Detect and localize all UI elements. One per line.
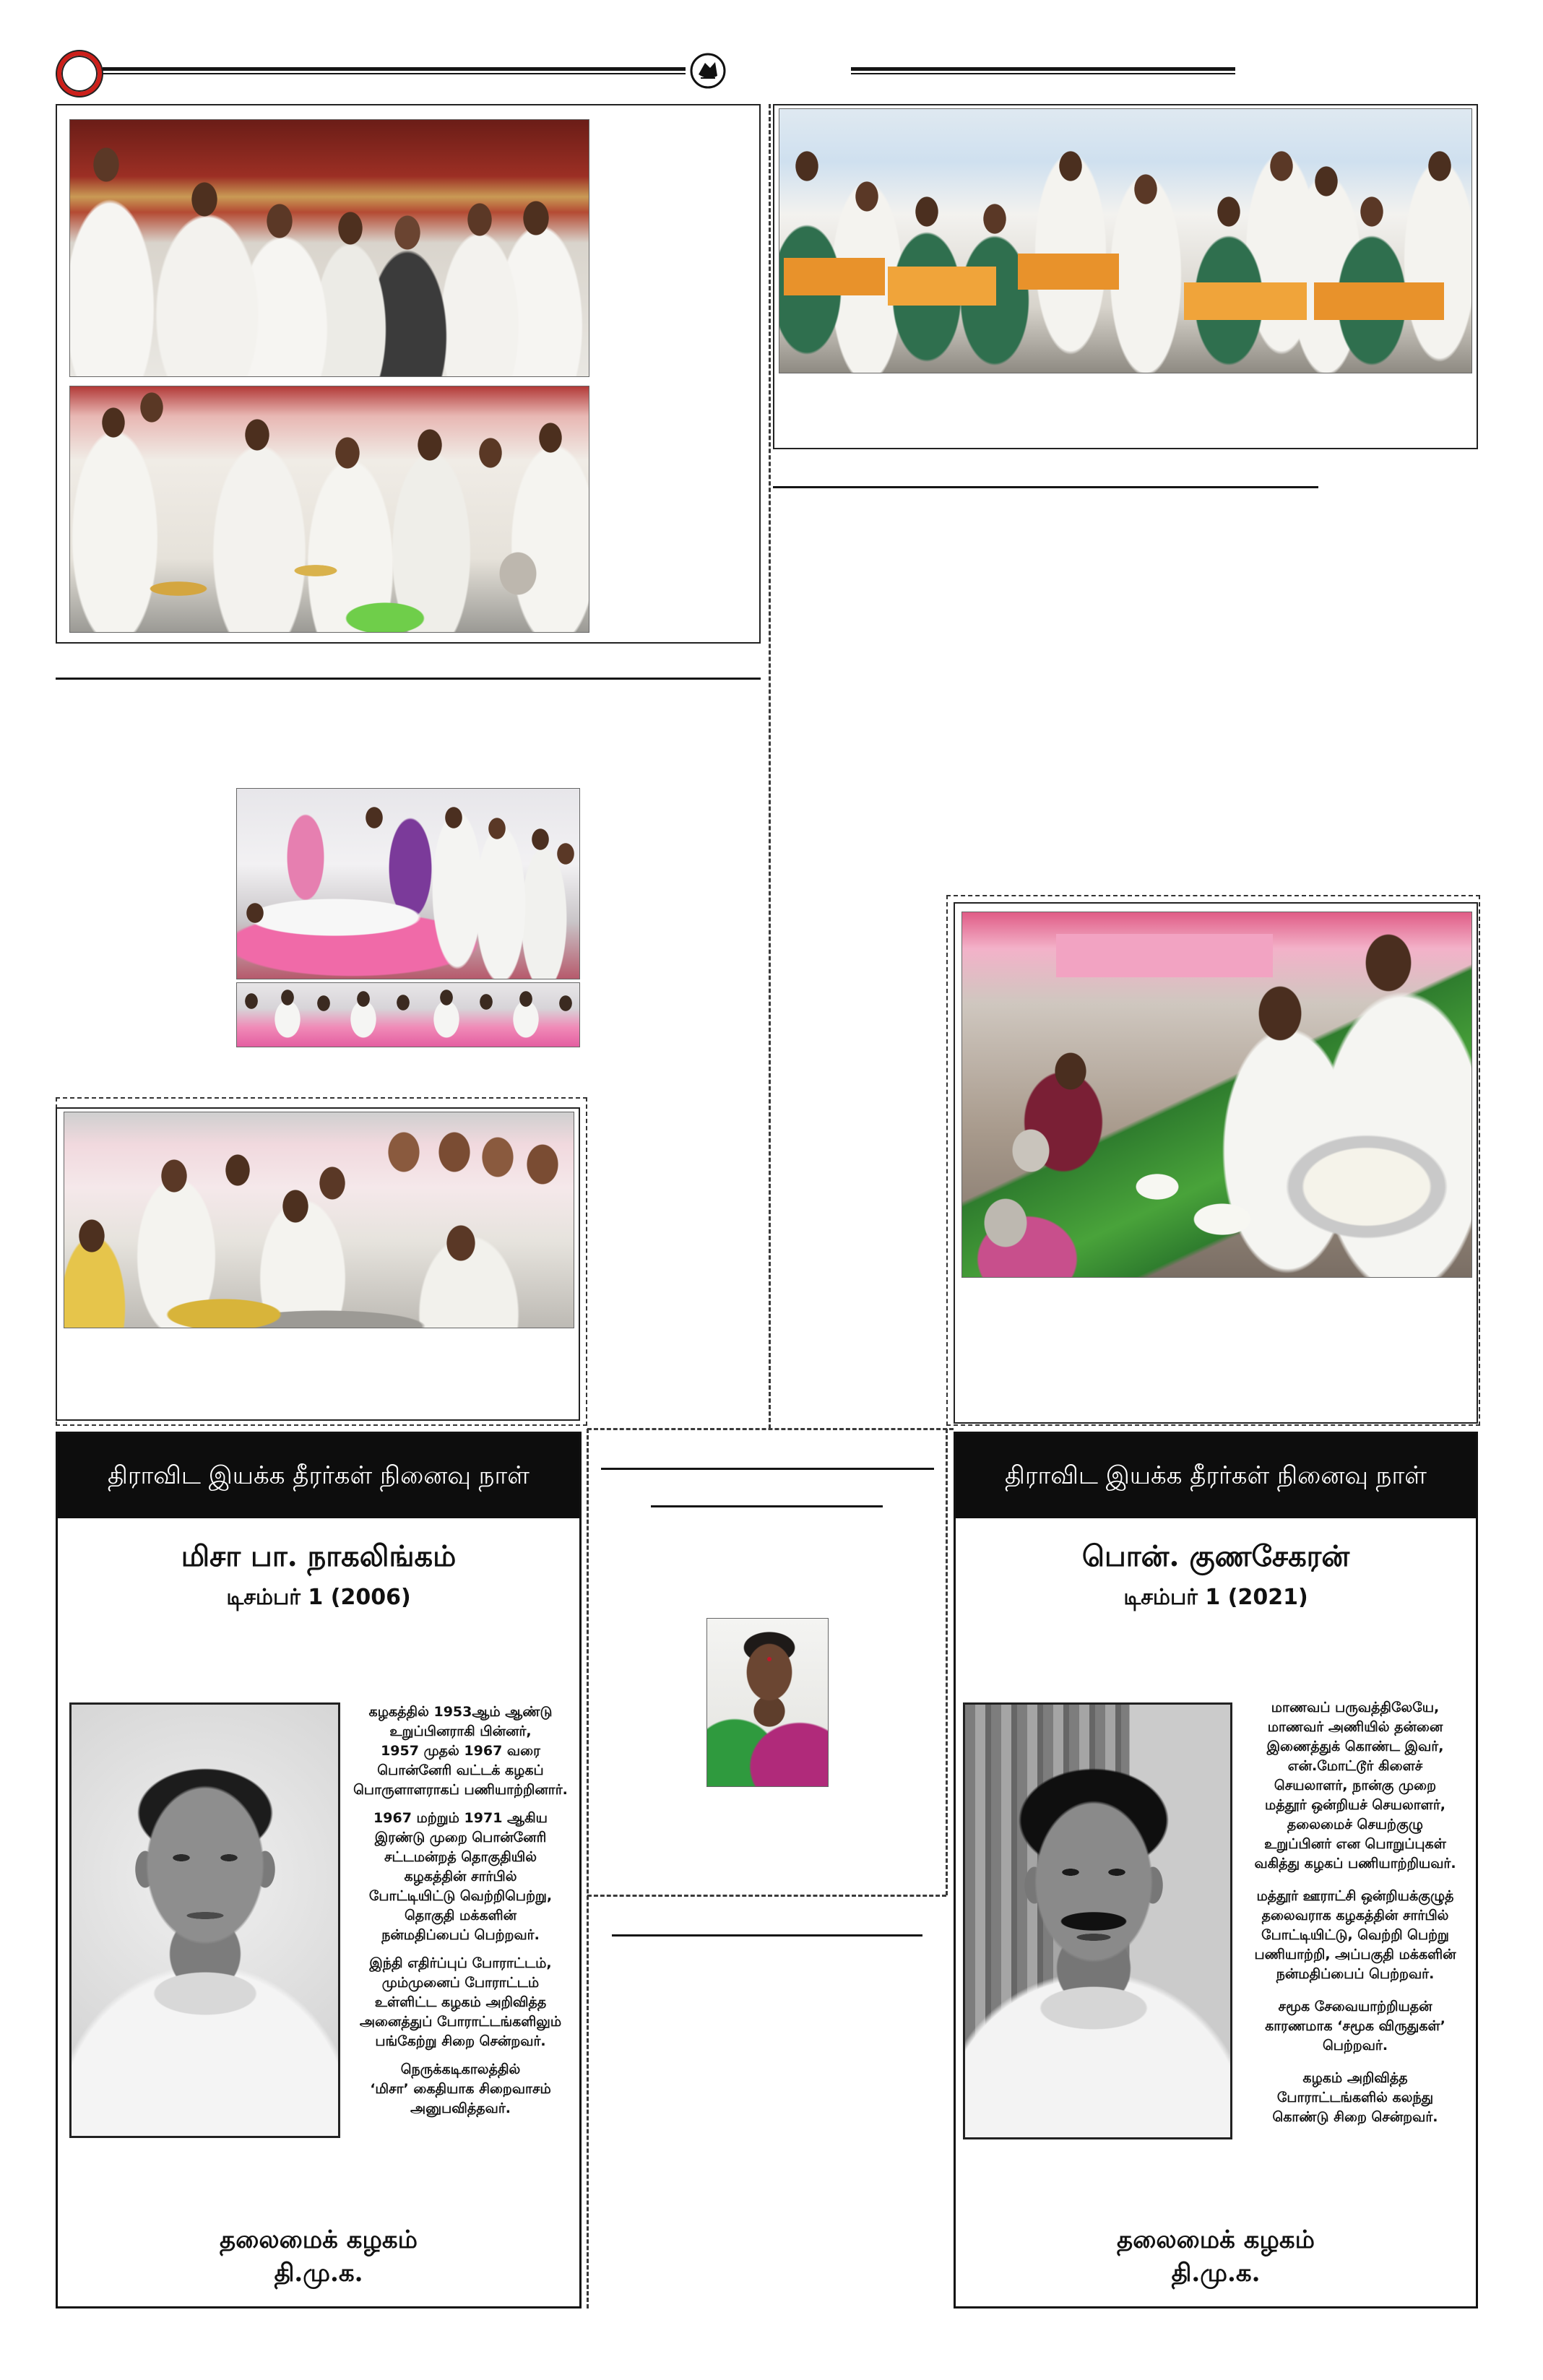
biography-paragraph: நெருக்கடிகாலத்தில் ‘மிசா’ கைதியாக சிறைவாசம் அனுபவித்தவர்.	[370, 2061, 551, 2116]
biography-paragraph: இந்தி எதிர்ப்புப் போராட்டம், மும்முனைப் போராட்டம் உள்ளிட்ட கழகம் அறிவித்த அனைத்துப் போராட்டங்களிலும் பங்கேற்று சிறை சென்றவர்.	[359, 1955, 562, 2049]
column-divider	[946, 1429, 948, 1895]
biography-paragraph: சமூக சேவையாற்றியதன் காரணமாக ‘சமூக விருதுகள்’ பெற்றவர்.	[1265, 1999, 1445, 2054]
column-divider	[769, 104, 771, 1429]
red-ring-icon	[57, 51, 102, 96]
memorial-banner: திராவிட இயக்க தீரர்கள் நினைவு நாள்	[58, 1434, 579, 1518]
memorial-biography	[344, 1702, 577, 2127]
news-photo-community-feast	[961, 912, 1472, 1278]
memorial-notice-gunasekaran	[954, 1432, 1478, 2308]
column-rule	[56, 678, 761, 680]
column-rule	[612, 1934, 922, 1937]
memorial-biography	[1237, 1698, 1473, 2140]
biography-paragraph: மத்தூர் ஊராட்சி ஒன்றியக்குழுத் தலைவராக கழகத்தின் சார்பில் போட்டியிட்டு, வெற்றி பெற்று பணியாற்றி, அப்பகுதி மக்களின் நன்மதிப்பைப் பெற்றவர்.	[1254, 1888, 1456, 1982]
news-photo-food-distribution	[69, 386, 589, 633]
memorial-footer-office: தலைமைக் கழகம்	[220, 2225, 418, 2254]
memorial-date: டிசம்பர் 1 (2006)	[226, 1585, 411, 1610]
memorial-footer-party: தி.மு.க.	[274, 2259, 363, 2288]
memorial-footer-office: தலைமைக் கழகம்	[1117, 2225, 1315, 2254]
masthead-rule-left	[103, 67, 686, 74]
news-photo-blood-donation	[236, 788, 580, 979]
memorial-portrait-photo	[963, 1702, 1232, 2139]
memorial-name: பொன். குணசேகரன்	[1081, 1539, 1350, 1573]
memorial-banner: திராவிட இயக்க தீரர்கள் நினைவு நாள்	[956, 1434, 1476, 1518]
memorial-portrait-photo	[69, 1702, 340, 2138]
news-photo-meal-serving	[64, 1112, 574, 1328]
section-divider	[587, 1428, 954, 1430]
news-photo-sanitation-workers-gifts	[779, 108, 1472, 373]
drum-emblem-icon	[689, 52, 727, 90]
memorial-notice-nagalingam	[56, 1432, 582, 2308]
column-rule	[773, 486, 1318, 488]
column-rule	[651, 1505, 883, 1507]
portrait-photo-woman	[706, 1618, 829, 1787]
column-divider	[587, 1429, 589, 2308]
column-rule	[601, 1468, 934, 1470]
section-divider	[587, 1895, 946, 1897]
news-photo-book-release	[69, 119, 589, 377]
masthead-rule-right	[851, 67, 1235, 74]
memorial-name: மிசா பா. நாகலிங்கம்	[181, 1539, 457, 1573]
biography-paragraph: மாணவப் பருவத்திலேயே, மாணவர் அணியில் தன்னை இணைத்துக் கொண்ட இவர், என்.மோட்டூர் கிளைச் செயலாளர், நான்கு முறை மத்தூர் ஒன்றியச் செயலாளர், தலைமைச் செயற்குழு உறுப்பினர் என பொறுப்புகள் வகித்து கழகப் பணியாற்றியவர்.	[1254, 1700, 1456, 1871]
memorial-date: டிசம்பர் 1 (2021)	[1123, 1585, 1308, 1610]
biography-paragraph: கழகத்தில் 1953ஆம் ஆண்டு உறுப்பினராகி பின்னர், 1957 முதல் 1967 வரை பொன்னேரி வட்டக் கழகப் பொருளாளராகப் பணியாற்றினார்.	[353, 1704, 568, 1798]
news-photo-blood-donation-hall	[236, 982, 580, 1047]
biography-paragraph: 1967 மற்றும் 1971 ஆகிய இரண்டு முறை பொன்னேரி சட்டமன்றத் தொகுதியில் கழகத்தின் சார்பில் போட்டியிட்டு வெற்றிபெற்று, தொகுதி மக்களின் நன்மதிப்பைப் பெற்றவர்.	[368, 1810, 553, 1943]
biography-paragraph: கழகம் அறிவித்த போராட்டங்களில் கலந்து கொண்டு சிறை சென்றவர்.	[1272, 2070, 1438, 2125]
memorial-footer-party: தி.மு.க.	[1171, 2259, 1261, 2288]
